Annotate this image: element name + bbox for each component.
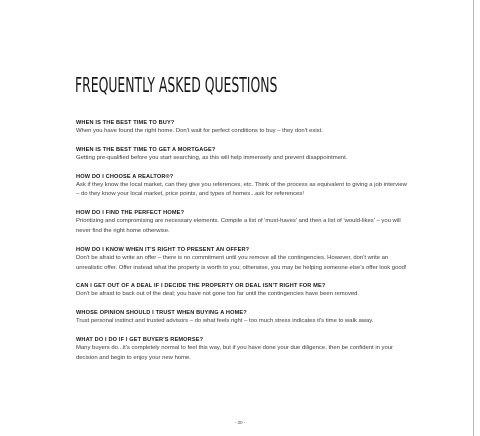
faq-question: HOW DO I CHOOSE A REALTOR®? [76,173,174,180]
faq-answer: When you have found the right home. Don't wait for perfect conditions to buy – they don't exist. [76,128,323,134]
faq-question: WHEN IS THE BEST TIME TO BUY? [76,120,175,126]
faq-answer: Trust personal instinct and trusted advisors – do what feels right – too much stress indicates it's time to walk away. [76,318,374,325]
faq-item [76,146,411,164]
faq-list [76,119,411,373]
page-title: FREQUENTLY ASKED QUESTIONS [75,73,278,97]
faq-question: WHAT DO I DO IF I GET BUYER'S REMORSE? [76,336,204,343]
faq-answer: Getting pre-qualified before you start searching, as this will help immensely and prevent disappointment. [76,154,348,161]
faq-item [76,246,411,274]
page-edge-divider [473,0,474,436]
faq-item [76,119,411,137]
faq-answer: Many buyers do...it's completely normal to feel this way, but if you have done your due diligence, then be confident in your decision and begin to enjoy your new home. [76,344,393,361]
faq-question: WHEN IS THE BEST TIME TO GET A MORTGAGE? [76,146,216,153]
faq-item [76,309,411,327]
faq-item [76,282,411,300]
faq-item [76,209,411,237]
faq-question: HOW DO I FIND THE PERFECT HOME? [76,210,185,217]
page-number: - 30 - [234,420,246,425]
faq-question: CAN I GET OUT OF A DEAL IF I DECIDE THE PROPERTY OR DEAL ISN'T RIGHT FOR ME? [76,283,326,290]
faq-answer: Prioritizing and compromising are necessary elements. Compile a list of 'must-haves' and then a list of 'would-likes' – you will never find the right home otherwise. [76,218,401,234]
faq-question: WHOSE OPINION SHOULD I TRUST WHEN BUYING A HOME? [76,310,247,317]
faq-item [76,173,411,201]
faq-question: HOW DO I KNOW WHEN IT'S RIGHT TO PRESENT AN OFFER? [76,246,250,253]
faq-answer: Ask if they know the local market, can they give you references, etc. Think of the process as equivalent to giving a job interview – do they know your local market, price points, and types of homes...ask for references! [76,181,407,198]
faq-answer: Don't be afraid to write an offer – there is no commitment until you remove all the contingencies. However, don't write an unrealistic offer. Offer instead what the property is worth to you; otherwise, you may be helping someone else's offer look good! [76,254,407,271]
faq-answer: Don't be afraid to back out of the deal; you have not gone too far until the contingencies have been removed. [76,291,360,298]
faq-item [76,336,411,364]
